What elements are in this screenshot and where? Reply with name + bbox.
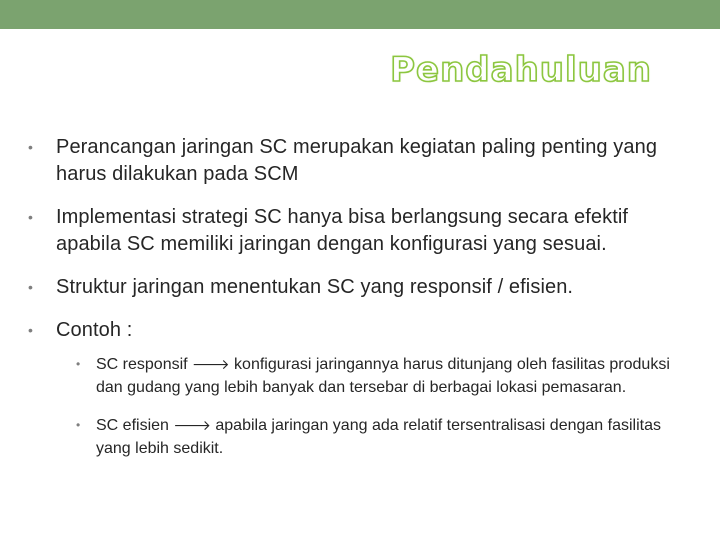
slide-title: Pendahuluan: [390, 50, 652, 90]
bullet-dot-icon: •: [28, 279, 33, 295]
bullet-text: Contoh :: [56, 319, 133, 341]
bullet-dot-icon: •: [28, 322, 33, 338]
top-bar: [0, 0, 720, 29]
sub-bullet-dot-icon: •: [76, 418, 81, 432]
bullet-item: [28, 274, 698, 301]
sub-bullet-item: [76, 415, 698, 459]
bullet-item: [28, 134, 698, 188]
arrow-right-icon: 🡒: [192, 357, 230, 373]
sub-bullet-rest: apabila jaringan yang ada relatif tersentralisasi dengan fasilitas yang lebih sedikit.: [96, 417, 661, 457]
bullet-dot-icon: •: [28, 209, 33, 225]
arrow-right-icon: 🡒: [173, 418, 211, 434]
bullet-text: Implementasi strategi SC hanya bisa berlangsung secara efektif apabila SC memiliki jaringan dengan konfigurasi yang sesuai.: [56, 206, 629, 255]
sub-bullet-item: [76, 354, 698, 398]
sub-bullet-text: [96, 415, 698, 459]
sub-bullet-lead: SC responsif: [96, 356, 188, 373]
bullet-item: [28, 317, 698, 344]
bullet-text: Struktur jaringan menentukan SC yang responsif / efisien.: [56, 276, 574, 298]
bullet-text: Perancangan jaringan SC merupakan kegiatan paling penting yang harus dilakukan pada SCM: [56, 136, 658, 185]
sub-bullet-text: [96, 354, 698, 398]
sub-bullet-dot-icon: •: [76, 357, 81, 371]
bullet-item: [28, 204, 698, 258]
sub-bullet-lead: SC efisien: [96, 417, 169, 434]
bullet-list: [28, 134, 698, 476]
sub-bullet-rest: konfigurasi jaringannya harus ditunjang oleh fasilitas produksi dan gudang yang lebih banyak dan tersebar di berbagai lokasi pemasaran.: [96, 356, 670, 396]
bullet-dot-icon: •: [28, 139, 33, 155]
sub-bullet-list: [76, 354, 698, 459]
